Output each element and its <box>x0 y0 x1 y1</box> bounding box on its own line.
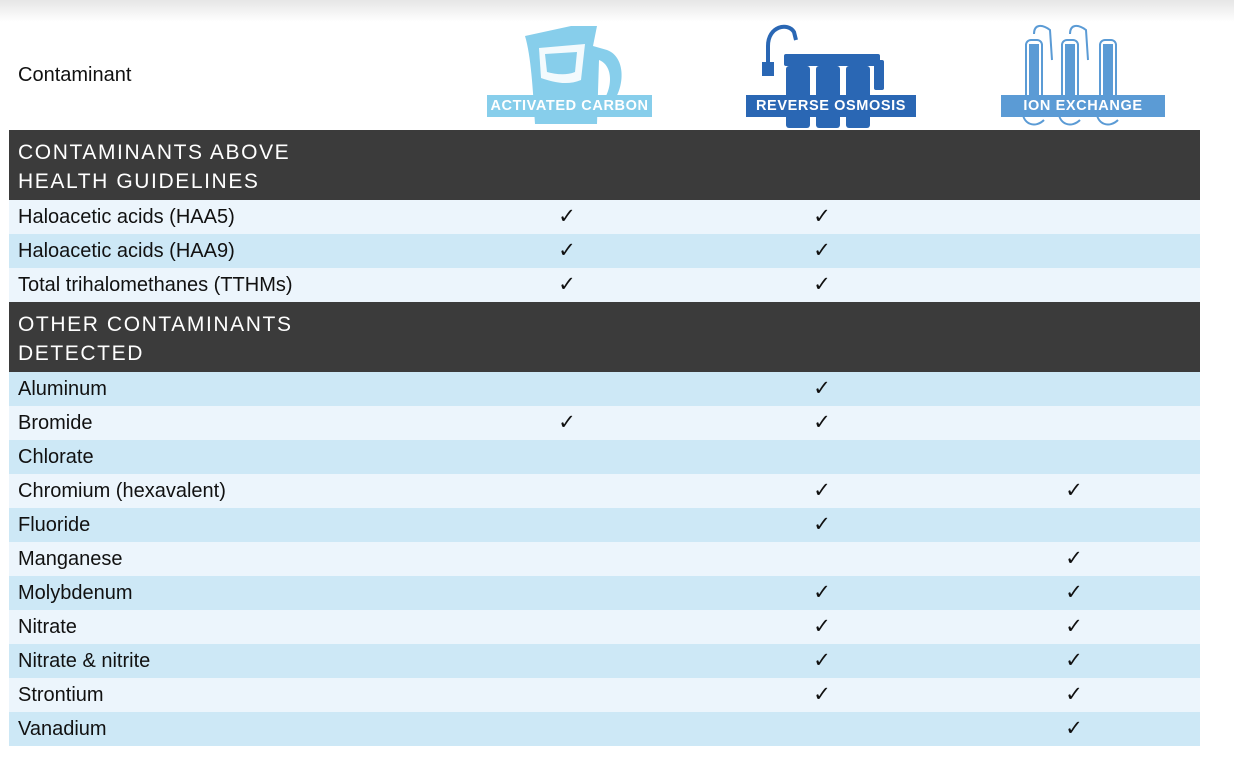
table-row <box>9 372 1200 406</box>
contaminant-column-label: Contaminant <box>18 64 132 86</box>
contaminant-name: Strontium <box>18 684 104 706</box>
check-mark-icon: ✓ <box>1065 479 1083 502</box>
column-header-ion-exchange <box>992 20 1234 130</box>
contaminant-name: Nitrate <box>18 616 77 638</box>
contaminant-name: Total trihalomethanes (TTHMs) <box>18 274 293 296</box>
table-header <box>9 20 1200 130</box>
table-row <box>9 678 1200 712</box>
table-row <box>9 234 1200 268</box>
table-row <box>9 406 1200 440</box>
section-header <box>9 302 1200 372</box>
check-mark-icon: ✓ <box>813 479 831 502</box>
table-row <box>9 268 1200 302</box>
section-title <box>18 310 338 368</box>
contaminant-name: Haloacetic acids (HAA5) <box>18 206 235 228</box>
contaminant-name: Haloacetic acids (HAA9) <box>18 240 235 262</box>
top-shadow <box>0 0 1234 22</box>
check-mark-icon: ✓ <box>813 683 831 706</box>
column-label-ion-exchange: ION EXCHANGE <box>1001 95 1165 117</box>
contaminant-name: Fluoride <box>18 514 91 536</box>
check-mark-icon: ✓ <box>813 411 831 434</box>
treatment-comparison-table <box>9 20 1200 746</box>
contaminant-name: Chromium (hexavalent) <box>18 480 226 502</box>
check-mark-icon: ✓ <box>558 411 576 434</box>
check-mark-icon: ✓ <box>558 239 576 262</box>
section-title-line: OTHER CONTAMINANTS <box>18 313 293 336</box>
contaminant-name: Bromide <box>18 412 93 434</box>
section-header <box>9 130 1200 200</box>
check-mark-icon: ✓ <box>813 615 831 638</box>
check-mark-icon: ✓ <box>558 205 576 228</box>
table-row <box>9 200 1200 234</box>
column-label-activated-carbon: ACTIVATED CARBON <box>487 95 652 117</box>
section-title-line: DETECTED <box>18 342 144 365</box>
table-row <box>9 508 1200 542</box>
contaminant-name: Chlorate <box>18 446 94 468</box>
check-mark-icon: ✓ <box>813 205 831 228</box>
section-title <box>18 138 338 196</box>
table-body <box>9 130 1200 746</box>
check-mark-icon: ✓ <box>813 377 831 400</box>
column-header-reverse-osmosis <box>736 20 986 130</box>
check-mark-icon: ✓ <box>813 239 831 262</box>
contaminant-name: Vanadium <box>18 718 107 740</box>
table-row <box>9 542 1200 576</box>
section-title-line: HEALTH GUIDELINES <box>18 170 260 193</box>
column-header-activated-carbon <box>479 20 729 130</box>
check-mark-icon: ✓ <box>1065 717 1083 740</box>
check-mark-icon: ✓ <box>813 649 831 672</box>
check-mark-icon: ✓ <box>1065 547 1083 570</box>
table-row <box>9 610 1200 644</box>
table-row <box>9 474 1200 508</box>
contaminant-name: Manganese <box>18 548 123 570</box>
contaminant-name: Molybdenum <box>18 582 133 604</box>
check-mark-icon: ✓ <box>813 513 831 536</box>
check-mark-icon: ✓ <box>1065 615 1083 638</box>
section-title-line: CONTAMINANTS ABOVE <box>18 141 291 164</box>
contaminant-name: Aluminum <box>18 378 107 400</box>
check-mark-icon: ✓ <box>558 273 576 296</box>
contaminant-name: Nitrate & nitrite <box>18 650 151 672</box>
check-mark-icon: ✓ <box>1065 649 1083 672</box>
table-row <box>9 440 1200 474</box>
table-row <box>9 712 1200 746</box>
check-mark-icon: ✓ <box>1065 683 1083 706</box>
table-row <box>9 644 1200 678</box>
table-row <box>9 576 1200 610</box>
check-mark-icon: ✓ <box>813 273 831 296</box>
check-mark-icon: ✓ <box>813 581 831 604</box>
column-label-reverse-osmosis: REVERSE OSMOSIS <box>746 95 916 117</box>
check-mark-icon: ✓ <box>1065 581 1083 604</box>
